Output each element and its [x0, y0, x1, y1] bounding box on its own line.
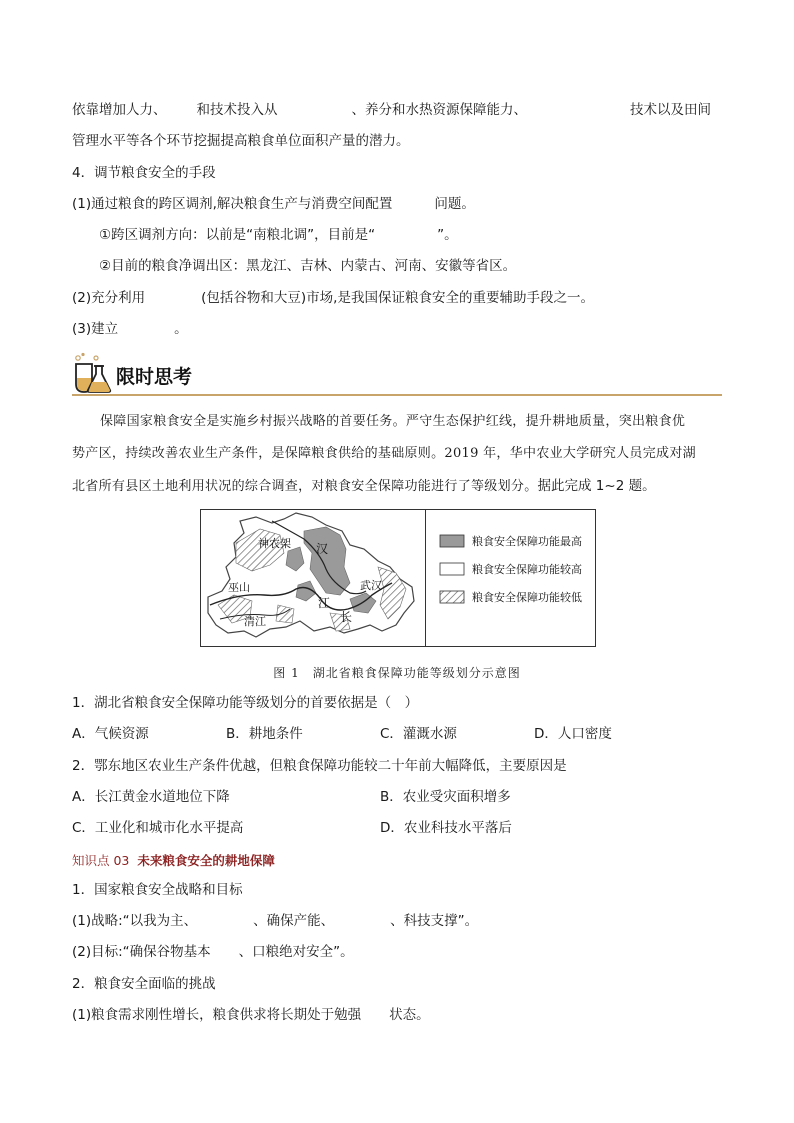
list-item	[72, 194, 475, 214]
header-rule	[72, 394, 722, 396]
kp-title: 未来粮食安全的耕地保障	[137, 853, 275, 868]
think-title: 限时思考	[116, 366, 193, 388]
intro-line	[72, 476, 656, 497]
legend-label-highest: 粮食安全保障功能最高	[472, 535, 582, 548]
option-c: C．工业化和城市化水平提高	[72, 820, 244, 836]
label-jiang: 江	[318, 596, 331, 610]
text-segment: (1)战略:“以我为主、	[72, 913, 198, 929]
kp-number: 知识点 03	[72, 853, 130, 868]
text-segment: ”。	[437, 227, 458, 243]
label-chang: 长	[340, 610, 353, 624]
text-segment: 、口粮绝对安全”。	[238, 944, 354, 960]
text-segment: (1)粮食需求刚性增长，粮食供求将长期处于勉强	[72, 1007, 362, 1023]
legend-swatch-lower	[440, 591, 464, 603]
option-d: D．人口密度	[534, 726, 612, 742]
list-item	[72, 911, 478, 931]
text-segment: 、科技支撑”。	[390, 913, 479, 929]
option-d: D．农业科技水平落后	[380, 820, 512, 836]
text-segment: (包括谷物和大豆)市场,是我国保证粮食安全的重要辅助手段之一。	[201, 290, 594, 306]
list-item	[72, 942, 354, 962]
list-item	[72, 319, 188, 339]
text-segment: 依靠增加人力、	[72, 102, 167, 118]
section-heading: 4．调节粮食安全的手段	[72, 165, 216, 181]
text-segment: (1)通过粮食的跨区调剂,解决粮食生产与消费空间配置	[72, 196, 393, 212]
question-stem: 2．鄂东地区农业生产条件优越，但粮食保障功能较二十年前大幅降低，主要原因是	[72, 758, 567, 774]
question-stem: 1．湖北省粮食安全保障功能等级划分的首要依据是（ ）	[72, 695, 419, 711]
text-segment: 据此完成 1~2 题。	[537, 478, 656, 494]
text-segment: 。	[174, 321, 188, 337]
legend-label-lower: 粮食安全保障功能较低	[472, 591, 582, 604]
text-segment: (3)建立	[72, 321, 119, 337]
sub-item	[99, 225, 458, 245]
list-item	[72, 1005, 430, 1025]
paragraph-line: 管理水平等各个环节挖掘提高粮食单位面积产量的潜力。	[72, 133, 410, 149]
knowledge-point-heading	[72, 851, 275, 869]
option-c: C．灌溉水源	[380, 726, 457, 742]
option-a: A．长江黄金水道地位下降	[72, 789, 230, 805]
list-item	[72, 288, 594, 308]
paragraph-line	[72, 100, 711, 120]
label-wuhan: 武汉	[360, 579, 382, 592]
text-segment: 问题。	[434, 196, 475, 212]
section-heading: 1．国家粮食安全战略和目标	[72, 882, 243, 898]
text-segment: 、确保产能、	[253, 913, 335, 929]
label-han: 汉	[316, 542, 329, 556]
text-segment: 状态。	[389, 1007, 430, 1023]
label-qingjiang: 清江	[244, 615, 266, 628]
legend-swatch-highest	[440, 535, 464, 547]
option-b: B．耕地条件	[226, 726, 303, 742]
lab-flask-icon	[72, 352, 112, 394]
text-segment: 和技术投入从	[196, 102, 278, 118]
text-segment: ①跨区调剂方向：以前是“南粮北调”，目前是“	[99, 227, 376, 243]
label-wushan: 巫山	[228, 581, 250, 594]
legend-swatch-higher	[440, 563, 464, 575]
text-segment: 、养分和水热资源保障能力、	[351, 102, 527, 118]
sub-item: ②目前的粮食净调出区：黑龙江、吉林、内蒙古、河南、安徽等省区。	[99, 258, 517, 274]
text-segment: 技术以及田间	[630, 102, 711, 118]
hubei-grain-map	[200, 509, 596, 647]
option-a: A．气候资源	[72, 726, 149, 742]
section-heading: 2．粮食安全面临的挑战	[72, 976, 216, 992]
text-segment: (2)充分利用	[72, 290, 146, 306]
think-header	[72, 352, 722, 396]
intro-line: 保障国家粮食安全是实施乡村振兴战略的首要任务。严守生态保护红线，提升耕地质量，突出粮食优	[100, 414, 686, 429]
intro-line: 势产区，持续改善农业生产条件，是保障粮食供给的基础原则。2019 年，华中农业大学研究人员完成对湖	[72, 446, 696, 461]
option-b: B．农业受灾面积增多	[380, 789, 511, 805]
label-shennongjia: 神农架	[258, 537, 291, 550]
legend-label-higher: 粮食安全保障功能较高	[472, 563, 582, 576]
text-segment: (2)目标:“确保谷物基本	[72, 944, 211, 960]
text-segment: 北省所有县区土地利用状况的综合调查，对粮食安全保障功能进行了等级划分。	[72, 479, 538, 494]
figure-caption: 图 1 湖北省粮食保障功能等级划分示意图	[273, 666, 521, 680]
